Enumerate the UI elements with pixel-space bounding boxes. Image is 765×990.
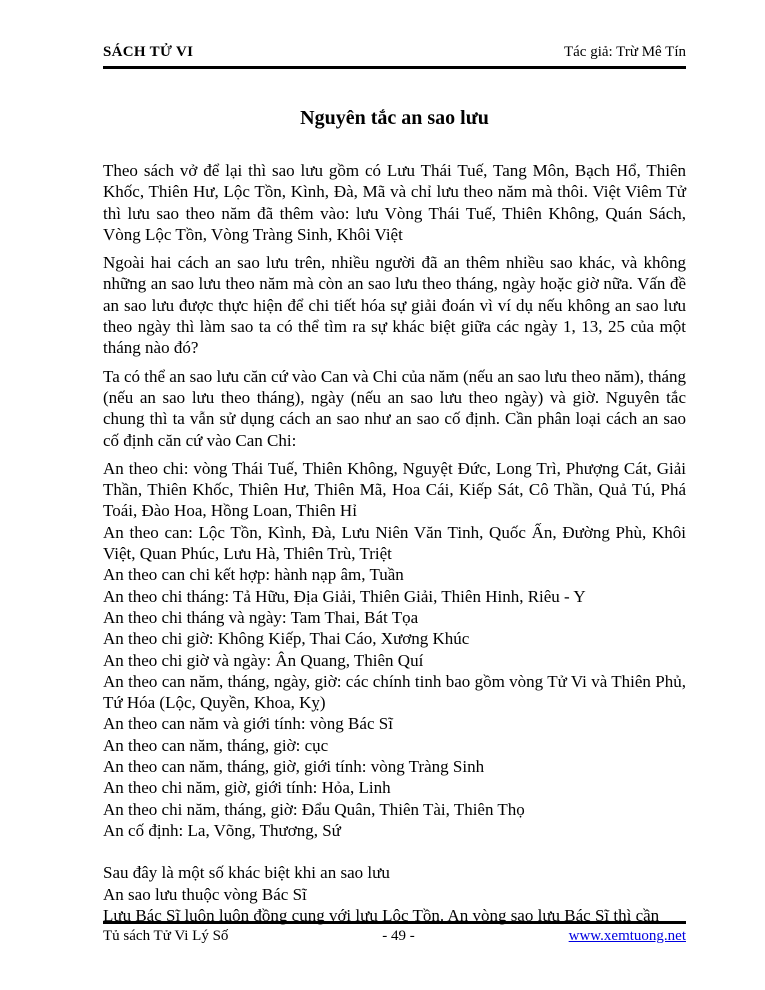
footer-series-title: Tủ sách Tử Vi Lý Số [103,928,229,944]
paragraph: An theo chi giờ và ngày: Ân Quang, Thiên Quí [103,650,424,670]
blank-line [103,841,686,862]
paragraph: Ta có thể an sao lưu căn cứ vào Can và Chi của năm (nếu an sao lưu theo năm), tháng (nếu an sao lưu theo tháng), ngày (nếu an sao lưu theo ngày) và giờ. Nguyên tắc chung thì ta vẫn sử dụng cách an sao như an sao cố định. Cần phân loại cách an sao cố định căn cứ vào Can Chi: [103,366,687,450]
paragraph: An theo chi: vòng Thái Tuế, Thiên Không, Nguyệt Đức, Long Trì, Phượng Cát, Giải Thần, Thiên Khốc, Thiên Hư, Thiên Mã, Hoa Cái, Kiếp Sát, Cô Thần, Quả Tú, Phá Toái, Đào Hoa, Hồng Loan, Thiên Hỉ [103,458,686,521]
paragraph: An theo chi năm, tháng, giờ: Đẩu Quân, Thiên Tài, Thiên Thọ [103,799,525,819]
page-footer [103,921,686,945]
footer-website-link[interactable]: www.xemtuong.net [568,928,686,944]
paragraph: An theo can: Lộc Tồn, Kình, Đà, Lưu Niên Văn Tinh, Quốc Ấn, Đường Phù, Khôi Việt, Quan Phúc, Lưu Hà, Thiên Trù, Triệt [103,522,686,564]
paragraph: Lưu Bác Sĩ luôn luôn đồng cung với lưu Lộc Tồn. An vòng sao lưu Bác Sĩ thì cần [103,905,660,925]
paragraph: An theo chi tháng và ngày: Tam Thai, Bát Tọa [103,607,419,627]
page-header [103,44,686,69]
paragraph: Ngoài hai cách an sao lưu trên, nhiều người đã an thêm nhiều sao khác, và không những an sao lưu theo năm mà còn an sao lưu theo tháng, ngày hoặc giờ nữa. Vấn đề an sao lưu được thực hiện để chi tiết hóa sự giải đoán vì ví dụ nếu không an sao lưu theo ngày thì làm sao ta có thể tìm ra sự khác biệt giữa các ngày 1, 13, 25 của một tháng nào đó? [103,253,686,358]
paragraph: An theo can chi kết hợp: hành nạp âm, Tuần [103,565,404,585]
header-author: Tác giả: Trừ Mê Tín [563,44,686,60]
paragraph: An cố định: La, Võng, Thương, Sứ [103,820,341,840]
page-content [103,44,686,926]
paragraph: Theo sách vở để lại thì sao lưu gồm có Lưu Thái Tuế, Tang Môn, Bạch Hổ, Thiên Khốc, Thiên Hư, Lộc Tồn, Kình, Đà, Mã và chỉ lưu theo năm mà thôi. Việt Viêm Tử thì lưu sao theo năm đã thêm vào: lưu Vòng Thái Tuế, Thiên Không, Quán Sách, Vòng Lộc Tồn, Vòng Tràng Sinh, Khôi Việt [103,161,686,244]
header-book-title: SÁCH TỬ VI [103,44,194,60]
paragraph: An theo can năm và giới tính: vòng Bác Sĩ [103,714,393,734]
paragraph: An theo chi giờ: Không Kiếp, Thai Cáo, Xương Khúc [103,629,470,649]
paragraph: An theo chi năm, giờ, giới tính: Hỏa, Linh [103,778,391,798]
paragraph: An theo can năm, tháng, ngày, giờ: các chính tinh bao gồm vòng Tử Vi và Thiên Phủ, Tứ Hóa (Lộc, Quyền, Khoa, Kỵ) [103,671,686,713]
paragraph: An sao lưu thuộc vòng Bác Sĩ [103,884,307,904]
paragraph: An theo can năm, tháng, giờ: cục [103,735,329,755]
paragraph: An theo chi tháng: Tả Hữu, Địa Giải, Thiên Giải, Thiên Hinh, Riêu - Y [103,586,586,606]
section-title: Nguyên tắc an sao lưu [300,107,489,129]
paragraph: Sau đây là một số khác biệt khi an sao lưu [103,863,390,883]
paragraph: An theo can năm, tháng, giờ, giới tính: vòng Tràng Sinh [103,757,485,777]
body-text [103,160,686,926]
page-number: - 49 - [382,928,415,944]
